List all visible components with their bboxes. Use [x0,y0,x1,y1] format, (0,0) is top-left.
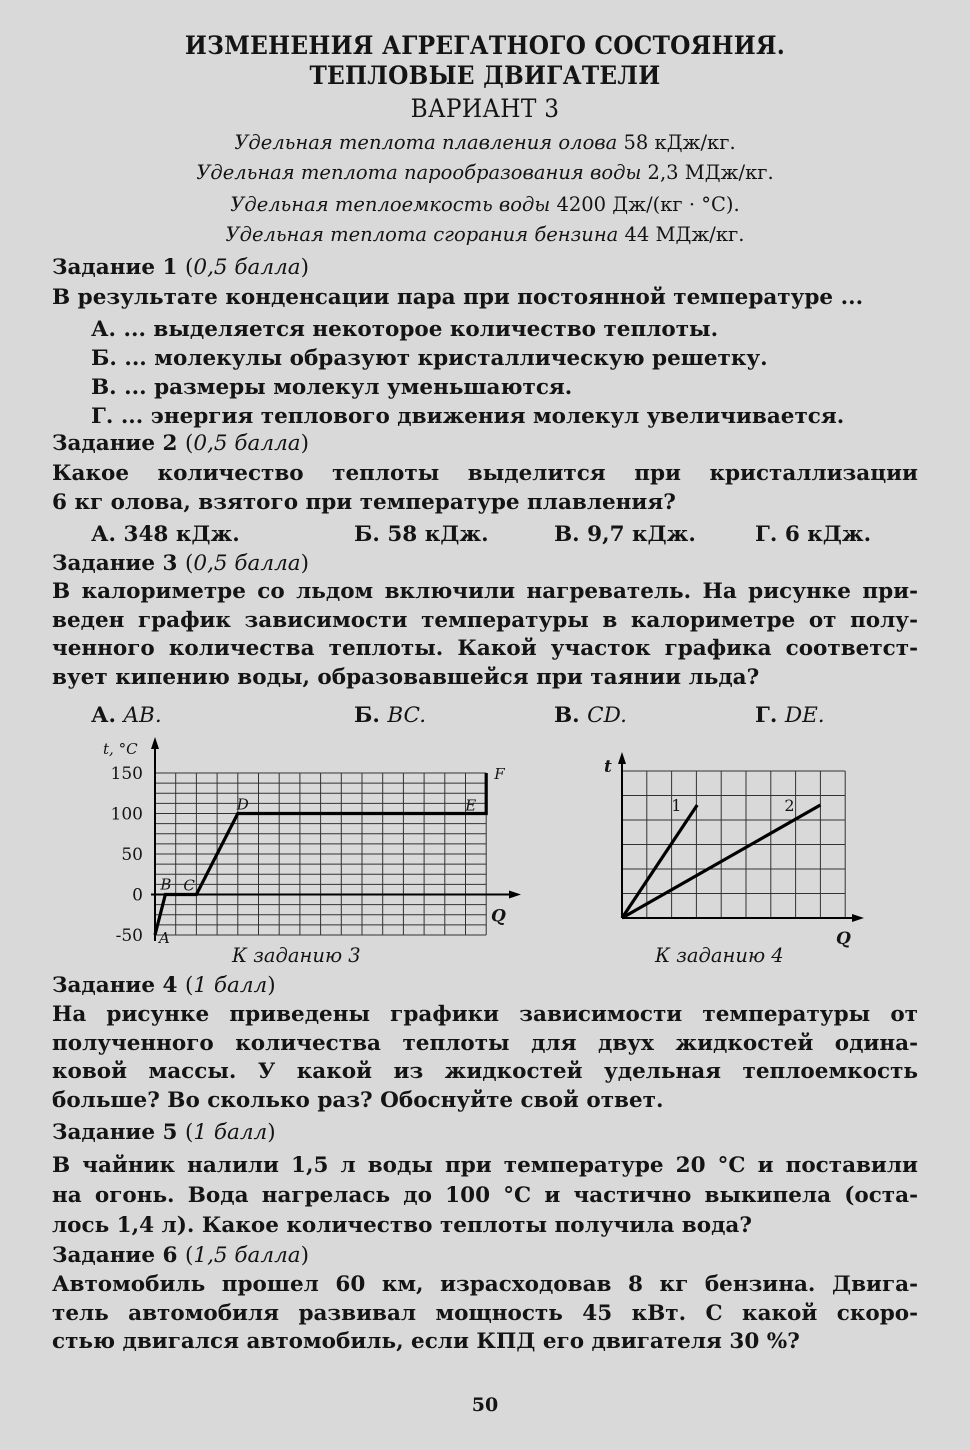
task-1-option-b: Б. ... молекулы образуют кристаллическую решетку. [91,346,768,371]
task-4-text: На рисунке приведены графики зависимости температуры от полученного количества теплоты для двух жидкостей одина- ковой массы. У какой из жидкостей удельная теплоемкость больше? Во сколько раз? Обоснуйте свой ответ. [52,1002,918,1113]
chart1-ytick-label: 50 [121,845,143,865]
task-1-option-a: А. ... выделяется некоторое количество теплоты. [91,317,719,342]
task-6-text: Автомобиль прошел 60 км, израсходовав 8 кг бензина. Двига- тель автомобиля развивал мощность 45 кВт. С какой скоро- стью двигался автомобиль, если КПД его двигателя 30 %? [52,1272,918,1354]
chart1-x-arrow [509,891,521,899]
task-5-header: Задание 5 (1 балл) [52,1120,276,1145]
task-2-option-c: В. 9,7 кДж. [554,522,696,547]
task-1-header: Задание 1 (0,5 балла) [52,255,309,280]
chart-task-3-caption: К заданию 3 [232,944,361,967]
constant-4: Удельная теплота сгорания бензина 44 МДж/кг. [225,223,745,246]
chart2-y-arrow [618,752,626,764]
chart2-ylabel: t [604,757,612,777]
task-2-option-d: Г. 6 кДж. [755,522,872,547]
chart1-ylabel: t, °C [103,740,138,758]
task-3-option-a: А. AB. [91,703,162,728]
task-3-text: В калориметре со льдом включили нагреватель. На рисунке при- веден график зависимости температуры в калориметре от полу- ченного количества теплоты. Какой участок графика соответст- вует кипению воды, образовавшейся при таянии льда? [52,579,918,690]
chart1-ytick-label: 150 [110,764,143,784]
variant-label: ВАРИАНТ 3 [410,94,560,123]
chart1-point-label-f: F [494,765,505,783]
chart1-point-label-e: E [465,796,477,815]
chart-task-4 [590,748,870,948]
title-line-2: ТЕПЛОВЫЕ ДВИГАТЕЛИ [309,61,661,90]
chart1-y-arrow [151,737,159,749]
task-4-header: Задание 4 (1 балл) [52,973,276,998]
task-2-option-a: А. 348 кДж. [91,522,240,547]
task-3-option-c: В. CD. [554,703,627,728]
task-2-header: Задание 2 (0,5 балла) [52,431,309,456]
task-2-option-b: Б. 58 кДж. [354,522,489,547]
constant-1: Удельная теплота плавления олова 58 кДж/кг. [234,131,736,154]
task-3-option-d: Г. DE. [755,703,825,728]
chart2-series-1-label: 1 [671,796,682,815]
chart1-xlabel: Q [491,906,506,927]
chart-task-4-caption: К заданию 4 [655,944,784,967]
chart2-xlabel: Q [836,929,851,948]
chart-task-3 [95,735,530,950]
chart1-ytick-label: 100 [110,804,143,825]
chart1-point-label-b: B [160,875,172,894]
title-line-1: ИЗМЕНЕНИЯ АГРЕГАТНОГО СОСТОЯНИЯ. [184,31,786,60]
chart2-x-arrow [852,914,864,922]
task-5-text: В чайник налили 1,5 л воды при температуре 20 °С и поставили на огонь. Вода нагрелась до 100 °С и частично выкипела (оста- лось 1,4 л). Какое количество теплоты получила вода? [52,1153,918,1238]
chart1-point-label-c: C [183,876,195,895]
task-1-text: В результате конденсации пара при постоянной температуре ... [52,285,864,310]
chart2-series-2-label: 2 [784,796,795,815]
chart2-series-1-line [622,805,697,918]
chart1-point-label-a: A [159,929,170,947]
chart1-ytick-label: -50 [115,926,143,946]
task-1-option-c: В. ... размеры молекул уменьшаются. [91,375,573,400]
chart1-point-label-d: D [236,795,249,814]
constant-3: Удельная теплоемкость воды 4200 Дж/(кг · °С). [230,193,740,216]
task-1-option-d: Г. ... энергия теплового движения молекул увеличивается. [91,404,845,429]
task-3-option-b: Б. BC. [354,703,427,728]
page-number: 50 [471,1394,499,1416]
chart1-ytick-label: 0 [132,885,143,906]
task-6-header: Задание 6 (1,5 балла) [52,1243,309,1268]
task-2-text: Какое количество теплоты выделится при кристаллизации 6 кг олова, взятого при температуре плавления? [52,461,918,515]
constant-2: Удельная теплота парообразования воды 2,3 МДж/кг. [196,161,774,184]
task-3-header: Задание 3 (0,5 балла) [52,551,309,576]
